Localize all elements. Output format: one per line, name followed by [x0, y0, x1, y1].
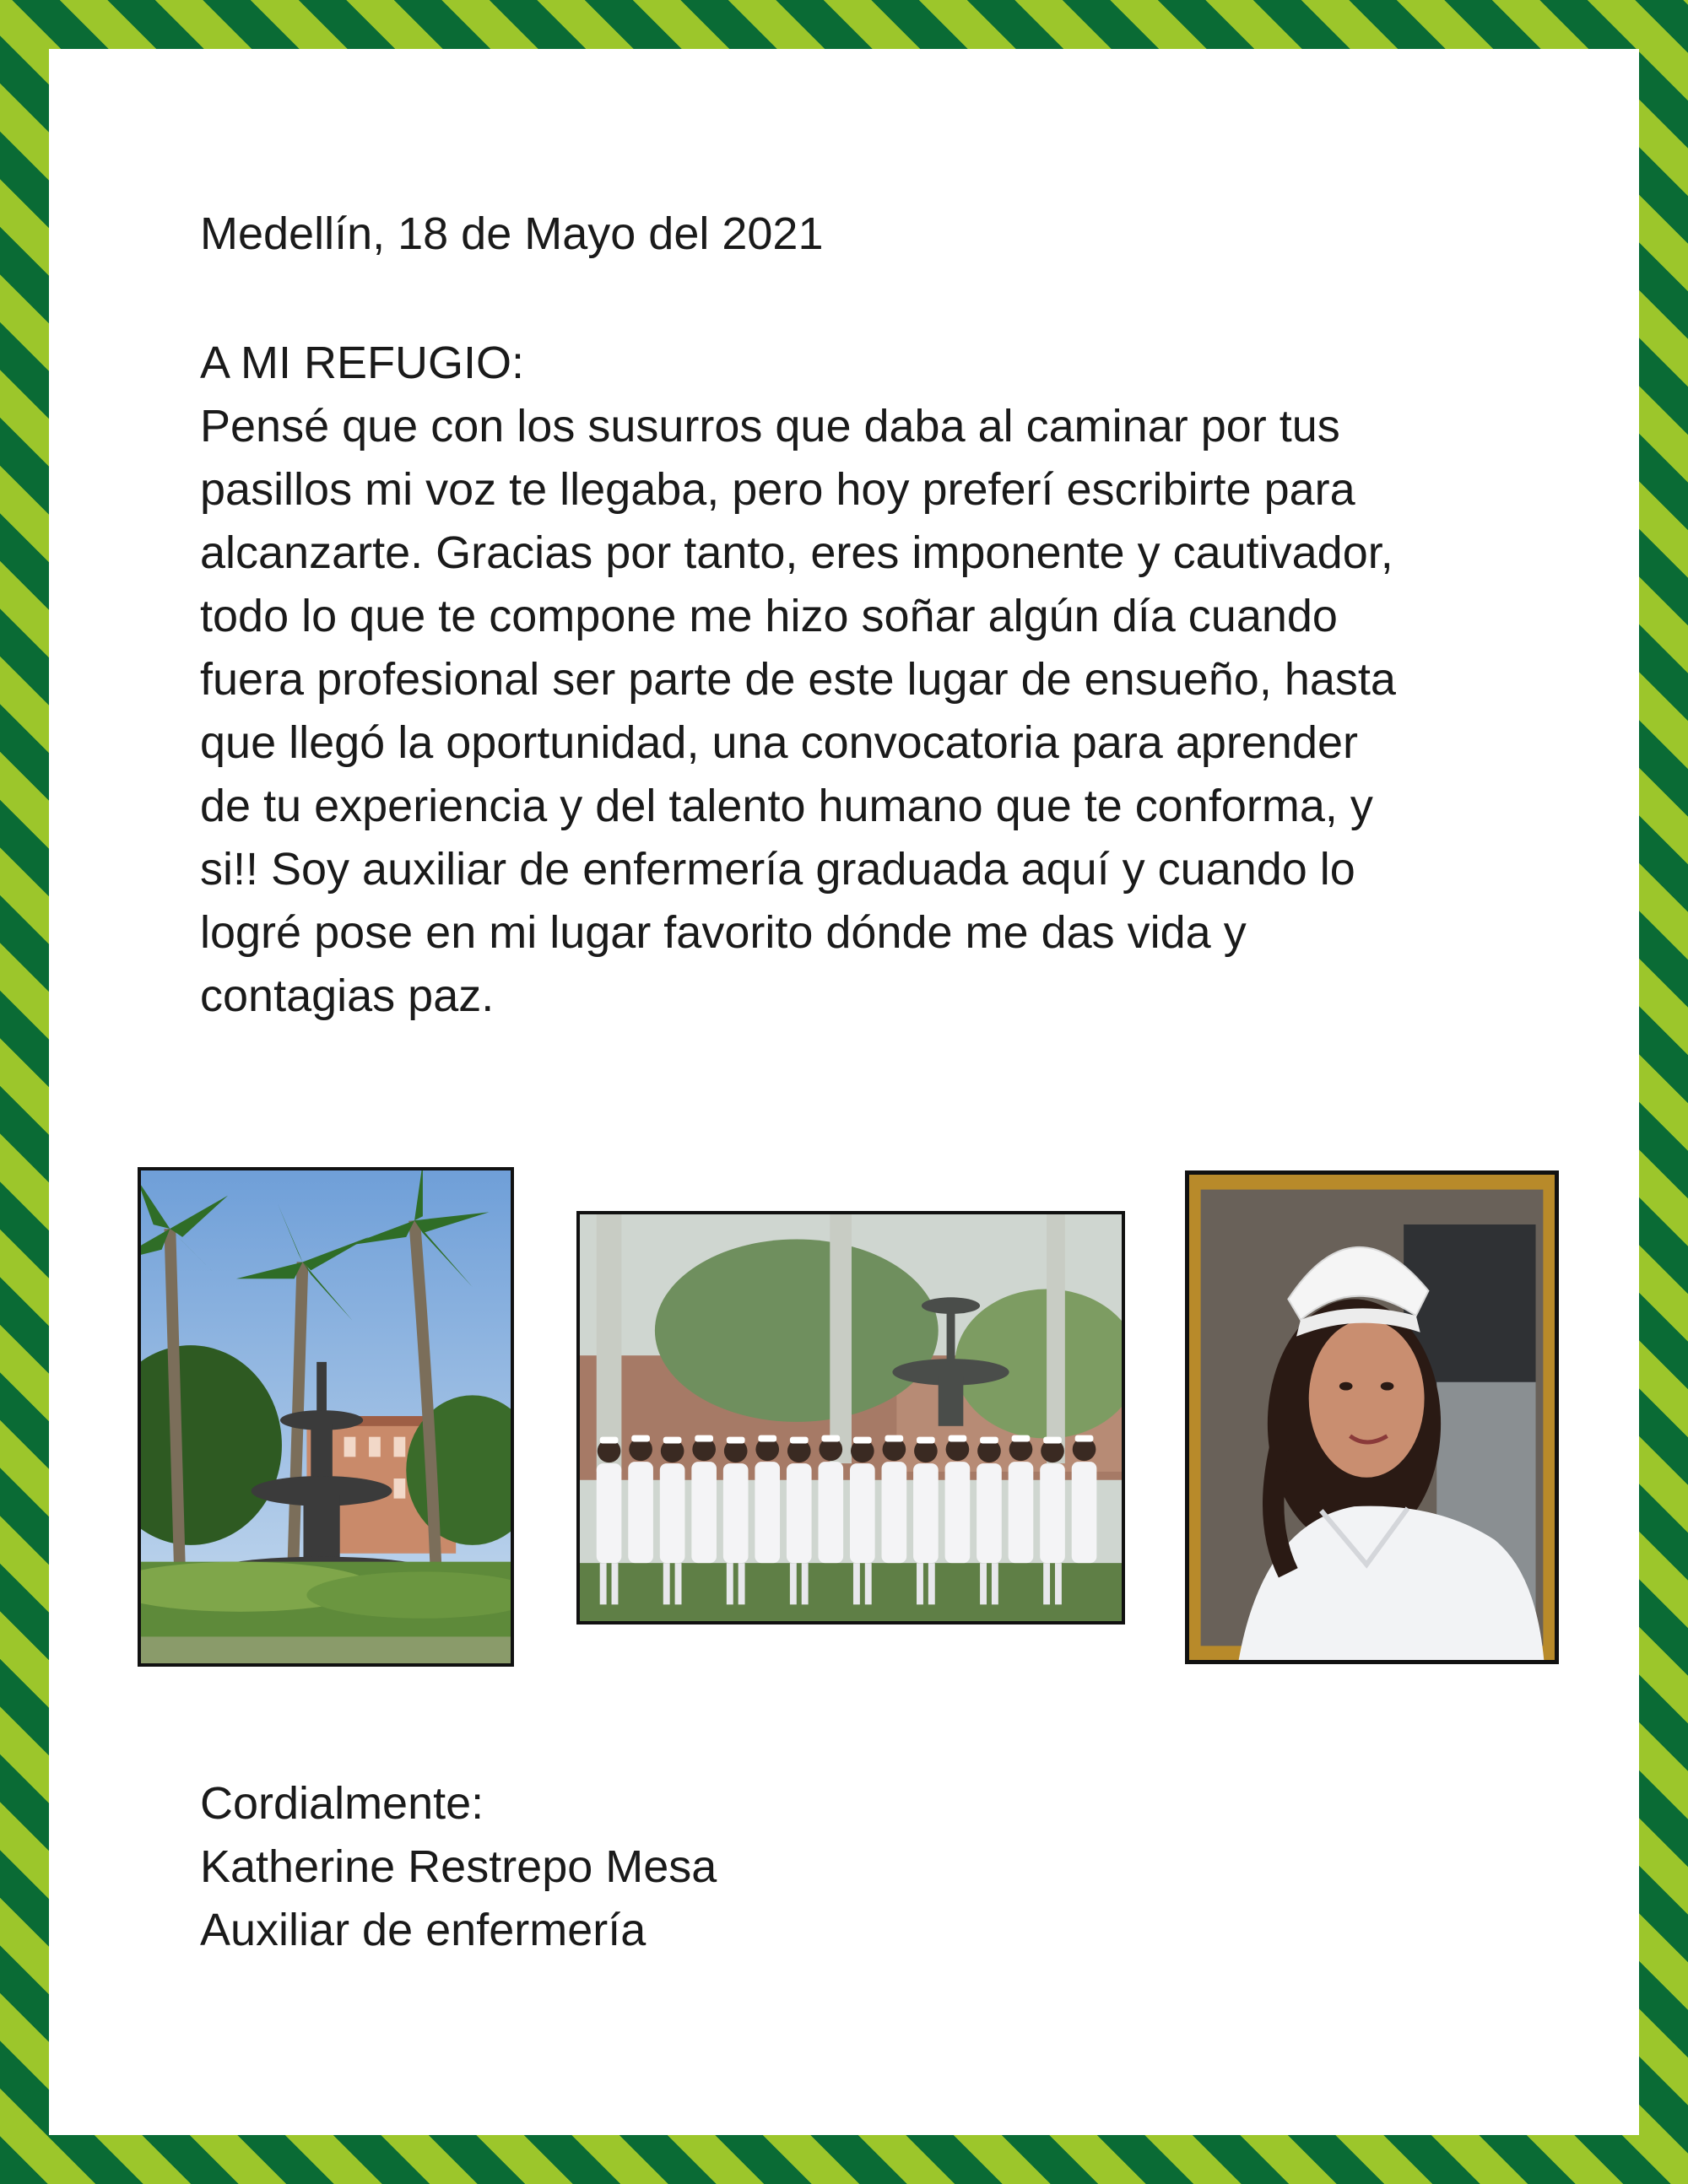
letter-body: Pensé que con los susurros que daba al caminar por tus pasillos mi voz te llegaba, pero hoy preferí escribirte para alcanzarte. Gracias por tanto, eres imponente y cautivador, todo lo que te compone me hizo soñar algún día cuando fuera profesional ser parte de este lugar de ensueño, hasta que llegó la oportunidad, una convocatoria para aprender de tu experiencia y del talento humano que te conforma, y si!! Soy auxiliar de enfermería graduada aquí y cuando lo logré pose en mi lugar favorito dónde me das vida y contagias paz. — [200, 401, 1396, 1021]
letter-closing: Cordialmente: — [200, 1778, 484, 1829]
signer-name: Katherine Restrepo Mesa — [200, 1841, 717, 1892]
letter-salutation: A MI REFUGIO: — [200, 338, 525, 388]
fountain-palms-photo — [138, 1167, 514, 1667]
signer-role: Auxiliar de enfermería — [200, 1905, 647, 1955]
nurses-group-photo — [576, 1211, 1125, 1624]
letter-date: Medellín, 18 de Mayo del 2021 — [200, 208, 824, 259]
nurse-portrait-photo — [1185, 1170, 1559, 1664]
